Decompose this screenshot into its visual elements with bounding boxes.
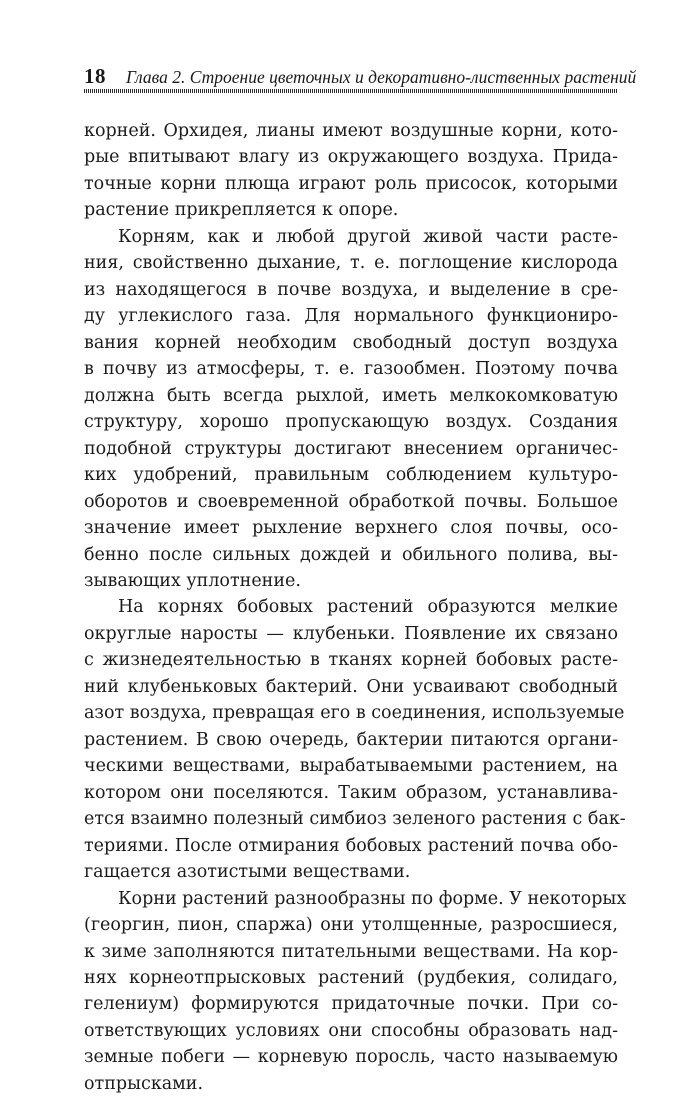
- text-line: зывающих уплотнение.: [84, 570, 301, 591]
- text-line: ния, свойственно дыхание, т. е. поглощение кислорода: [84, 253, 618, 274]
- text-line: вания корней необходим свободный доступ воздуха: [84, 332, 618, 353]
- text-line: растением. В свою очередь, бактерии питаются органи-: [84, 729, 618, 750]
- text-line: гащается азотистыми веществами.: [84, 862, 411, 883]
- text-line: ческими веществами, вырабатываемыми растением, на: [84, 756, 618, 777]
- text-line: ний клубеньковых бактерий. Они усваивают свободный: [84, 676, 618, 697]
- text-line: азот воздуха, превращая его в соединения, используемые: [84, 703, 625, 724]
- page-number: 18: [84, 64, 106, 88]
- text-line: ответствующих условиях они способны образовать над-: [84, 1020, 618, 1041]
- text-line: структуру, хорошо пропускающую воздух. Создания: [84, 412, 618, 433]
- text-line: корней. Орхидея, лианы имеют воздушные корни, кото-: [84, 121, 618, 141]
- body-text: [84, 118, 627, 1097]
- text-line: с жизнедеятельностью в тканях корней бобовых расте-: [84, 650, 618, 671]
- text-line: округлые наросты — клубеньки. Появление их связано: [84, 623, 618, 644]
- text-line: оборотов и своевременной обработкой почвы. Большое: [84, 491, 618, 512]
- text-line: значение имеет рыхление верхнего слоя почвы, осо-: [84, 518, 618, 539]
- text-line: подобной структуры достигают внесением органичес-: [84, 438, 618, 459]
- text-line: к зиме заполняются питательными веществами. На кор-: [84, 941, 618, 962]
- text-line: Корням, как и любой другой живой части расте-: [118, 226, 618, 247]
- text-line: На корнях бобовых растений образуются мелкие: [118, 597, 618, 618]
- text-line: ду углекислого газа. Для нормального функциониро-: [84, 306, 618, 327]
- text-line: нях корнеотпрысковых растений (рудбекия, солидаго,: [84, 968, 618, 988]
- text-line: котором они поселяются. Таким образом, устанавлива-: [84, 782, 618, 803]
- running-header: [84, 64, 637, 90]
- text-line: бенно после сильных дождей и обильного полива, вы-: [84, 544, 618, 565]
- header-rule: [84, 89, 618, 93]
- text-line: должна быть всегда рыхлой, иметь мелкокомковатую: [84, 385, 618, 406]
- chapter-title: Глава 2. Строение цветочных и декоративно-лиственных растений: [126, 67, 637, 87]
- text-line: точные корни плюща играют роль присосок, которыми: [84, 173, 618, 194]
- text-line: териями. После отмирания бобовых растений почва обо-: [84, 835, 618, 856]
- text-line: в почву из атмосферы, т. е. газообмен. Поэтому почва: [84, 359, 618, 380]
- text-line: растение прикрепляется к опоре.: [84, 200, 399, 221]
- text-line: (георгин, пион, спаржа) они утолщенные, разросшиеся,: [84, 915, 618, 936]
- text-line: отпрысками.: [84, 1073, 204, 1094]
- text-line: из находящегося в почве воздуха, и выделение в сре-: [84, 279, 618, 300]
- text-line: ких удобрений, правильным соблюдением культуро-: [84, 465, 618, 486]
- text-line: ется взаимно полезный симбиоз зеленого растения с бак-: [84, 809, 626, 830]
- text-line: Корни растений разнообразны по форме. У некоторых: [118, 888, 627, 909]
- text-line: рые впитывают влагу из окружающего воздуха. Прида-: [84, 147, 618, 168]
- text-line: земные побеги — корневую поросль, часто называемую: [84, 1047, 618, 1068]
- text-line: гелениум) формируются придаточные почки. При со-: [84, 994, 618, 1015]
